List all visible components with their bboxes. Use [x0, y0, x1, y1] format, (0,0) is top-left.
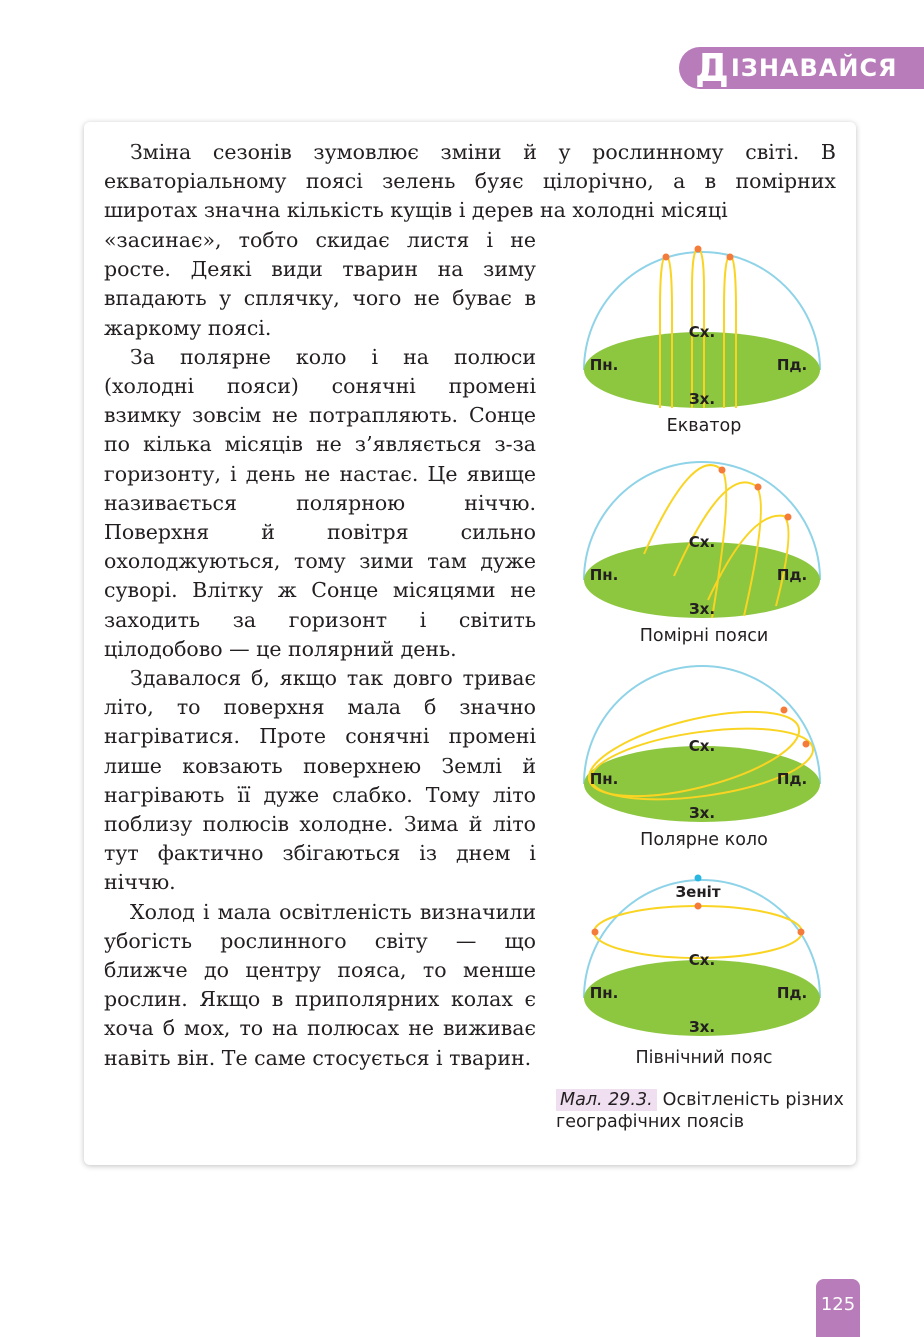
label-north: Пн.: [589, 356, 619, 374]
caption-northern: Північний пояс: [635, 1048, 773, 1068]
label-east: Сх.: [688, 951, 716, 969]
paragraph-4: Холод і мала освітленість визначили убогість рослинного світу — що ближче до центру пояса, то менше рослин. Якщо в приполярних колах є хоча б мох, то на полюсах не виживає навіть він. Те саме стосується і тварин.: [104, 899, 536, 1070]
figure-number: Мал. 29.3.: [556, 1089, 657, 1111]
label-east: Сх.: [688, 323, 716, 341]
equator-diagram: [574, 240, 834, 440]
sun-dot: [803, 741, 810, 748]
label-west: Зх.: [688, 390, 716, 408]
label-south: Пд.: [776, 770, 808, 788]
label-west: Зх.: [688, 600, 716, 618]
figure-caption-text: Освітленість різних географічних поясів: [556, 1090, 844, 1132]
label-north: Пн.: [589, 984, 619, 1002]
paragraph-1-end: «засинає», тобто скидає листя і не росте. Деякі види тварин на зиму впадають у сплячку, чого не буває в жаркому поясі.: [104, 228, 536, 340]
page-number: 125: [816, 1279, 860, 1337]
figure-caption: [556, 1089, 846, 1133]
paragraph-3: Здавалося б, якщо так довго триває літо, то поверхня мала б значно нагріватися. Проте сонячні промені лише ковзають поверхнею Землі й нагрівають її дуже слабко. Тому літо поблизу полюсів холодне. Зима й літо тут фактично збігаються із днем і ніччю.: [104, 666, 536, 895]
sun-dot: [719, 467, 726, 474]
caption-equator: Екватор: [666, 416, 742, 436]
sun-dot: [798, 929, 805, 936]
label-west: Зх.: [688, 1018, 716, 1036]
sun-dot: [663, 254, 670, 261]
top-text: [104, 138, 836, 226]
label-south: Пд.: [776, 566, 808, 584]
section-tab: [679, 47, 924, 89]
sun-dot: [781, 707, 788, 714]
tab-initial: Д: [695, 46, 730, 90]
column-text: [104, 226, 536, 1073]
sun-dot: [592, 929, 599, 936]
sun-dot: [695, 903, 702, 910]
tab-label: ІЗНАВАЙСЯ: [730, 54, 898, 82]
label-south: Пд.: [776, 356, 808, 374]
polar-circle-diagram: [574, 654, 834, 854]
sun-dot: [785, 514, 792, 521]
caption-temperate: Помірні пояси: [639, 626, 769, 646]
paragraph-1-start: Зміна сезонів зумовлює зміни й у рослинному світі. В екваторіальному поясі зелень буяє цілорічно, а в помірних широтах значна кількість кущів і дерев на холодні місяці: [104, 140, 836, 223]
info-card: [84, 122, 856, 1165]
label-south: Пд.: [776, 984, 808, 1002]
label-east: Сх.: [688, 737, 716, 755]
label-west: Зх.: [688, 804, 716, 822]
caption-polar-circle: Полярне коло: [640, 830, 768, 850]
zenith-dot: [695, 875, 702, 882]
sun-dot: [695, 246, 702, 253]
sun-dot: [755, 484, 762, 491]
label-north: Пн.: [589, 770, 619, 788]
northern-diagram: [574, 868, 834, 1068]
temperate-diagram: [574, 450, 834, 650]
label-north: Пн.: [589, 566, 619, 584]
label-zenith: Зеніт: [675, 883, 721, 901]
paragraph-2: За полярне коло і на полюси (холодні пояси) сонячні промені взимку зовсім не потрапляють. Сонце по кілька місяців не з’являється з-за горизонту, і день не настає. Це явище називається полярною ніччю. Поверхня й повітря сильно охолоджуються, тому зими там дуже суворі. Влітку ж Сонце місяцями не заходить за горизонт і світить цілодобово — це полярний день.: [104, 344, 536, 661]
label-east: Сх.: [688, 533, 716, 551]
sun-dot: [727, 254, 734, 261]
